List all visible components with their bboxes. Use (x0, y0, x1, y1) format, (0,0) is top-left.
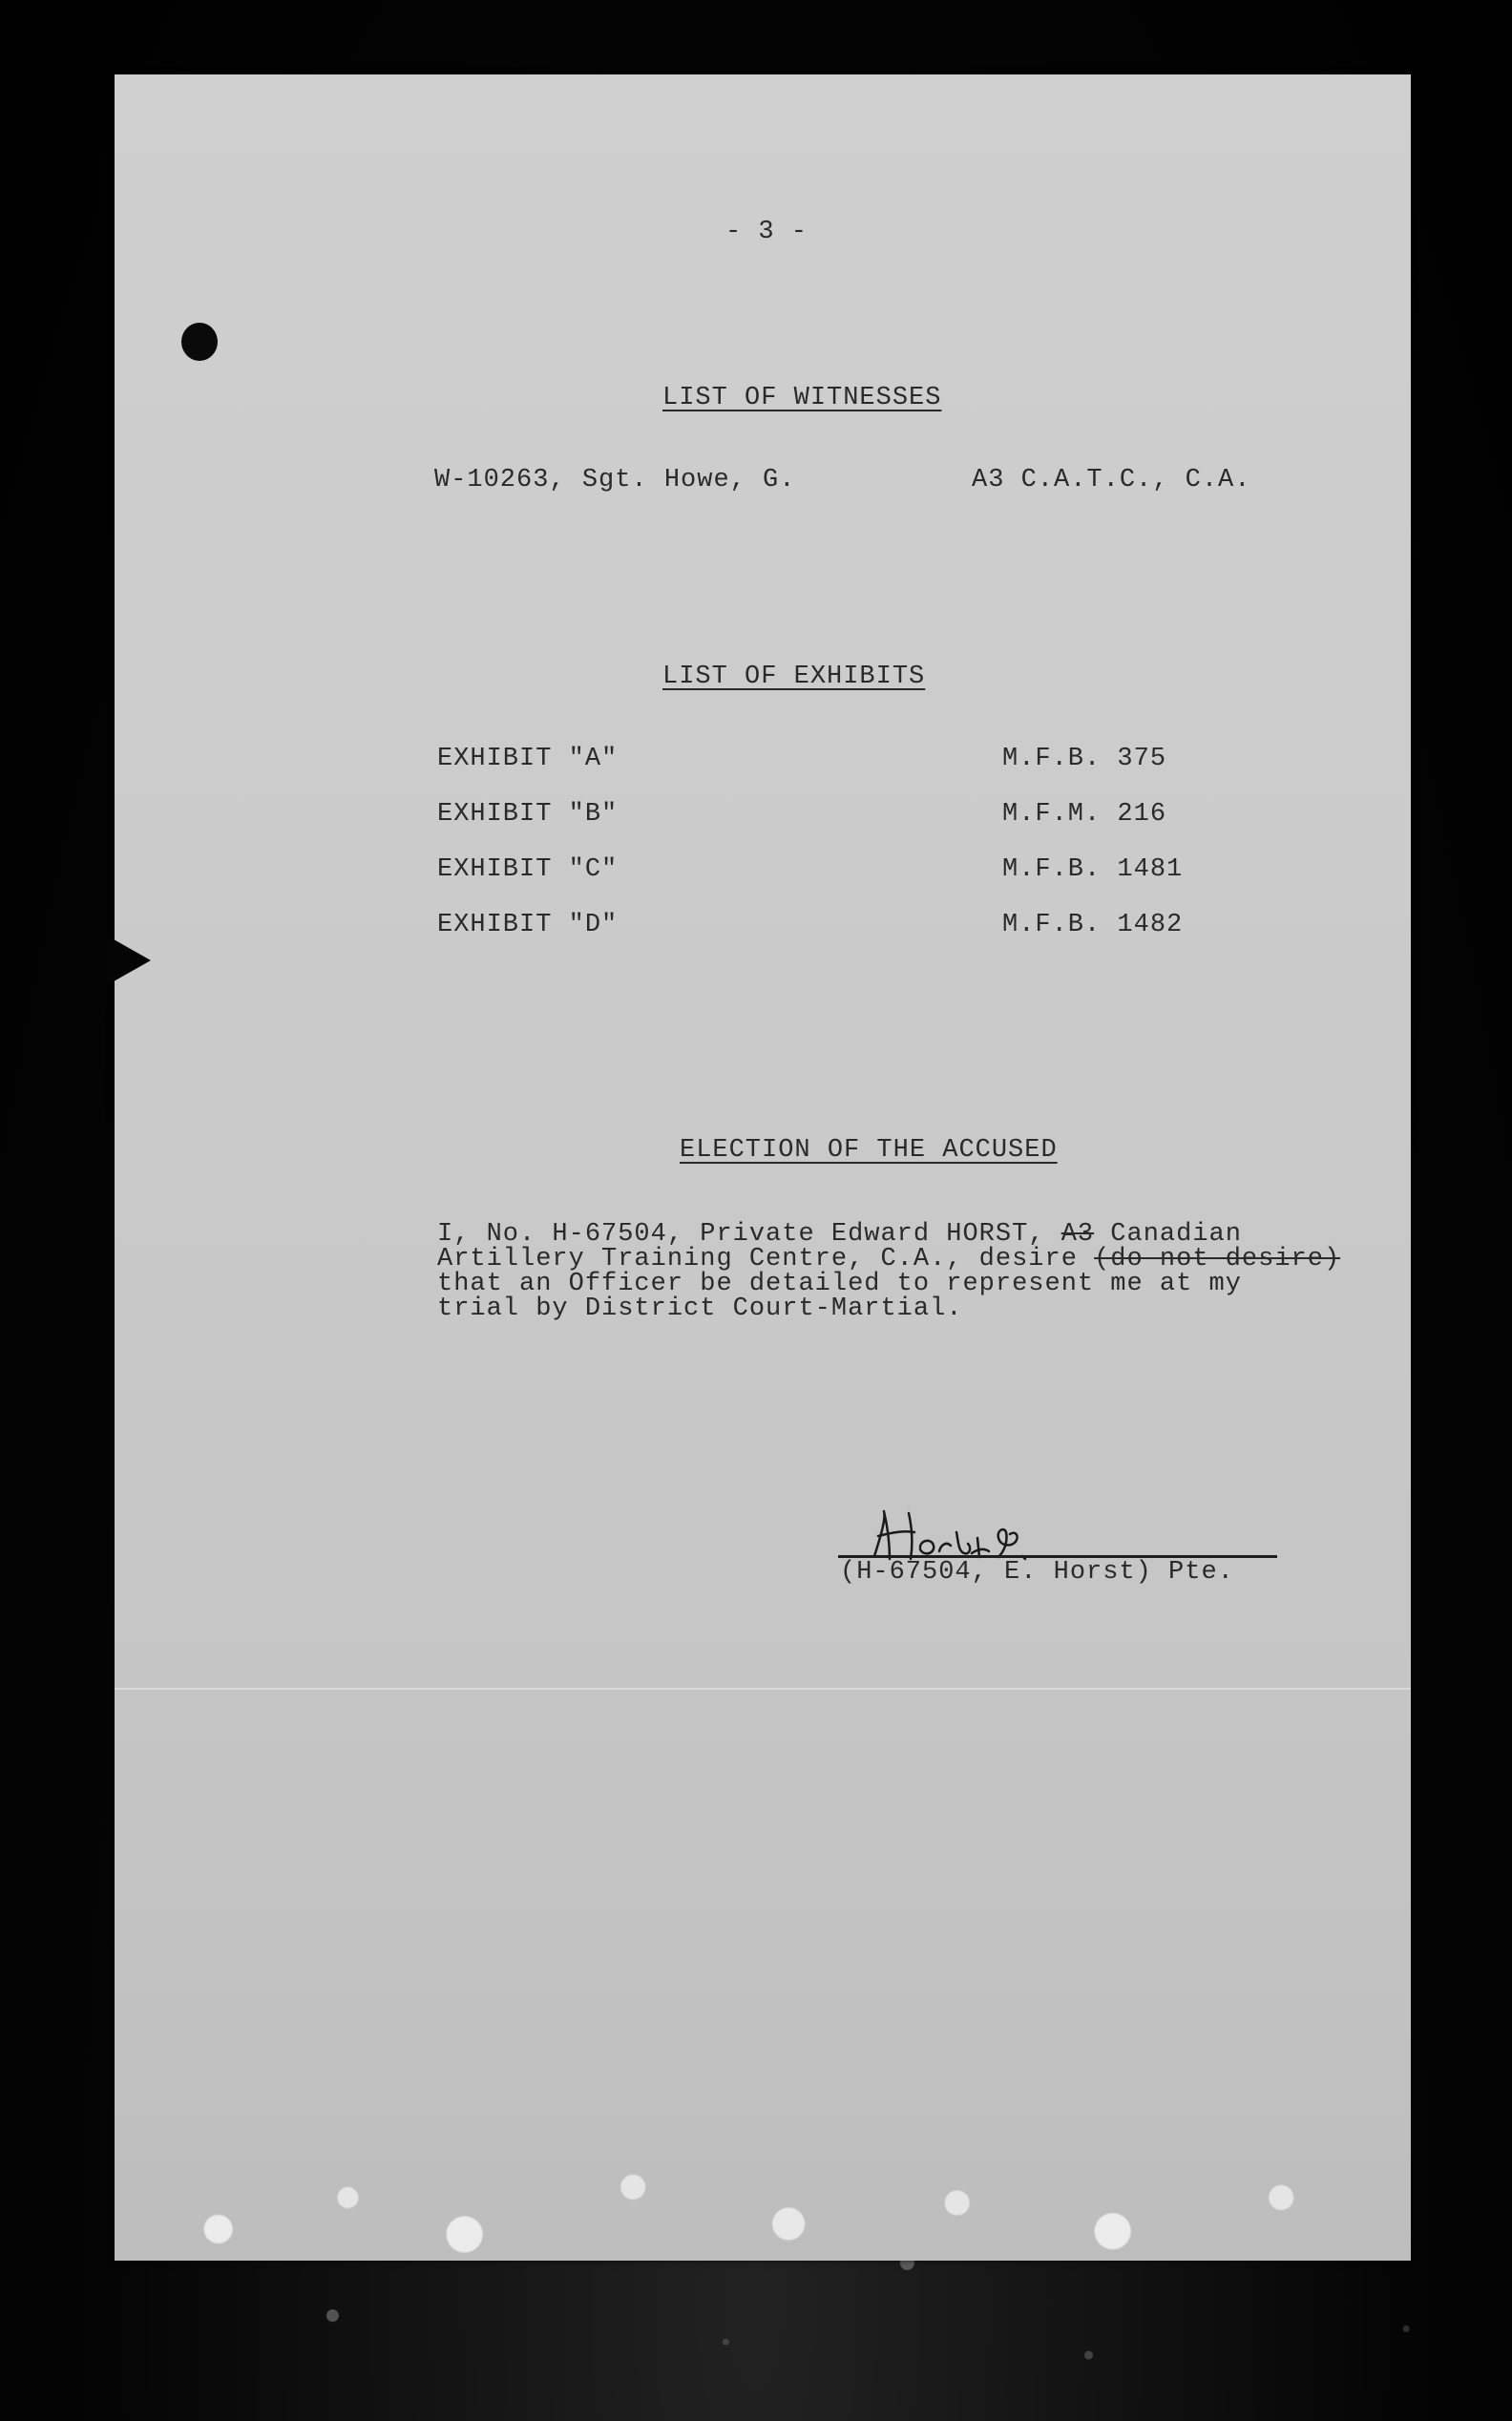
edge-notch (107, 936, 151, 985)
signature-typed-name: (H-67504, E. Horst) Pte. (840, 1558, 1234, 1587)
election-line1-b: Canadian (1094, 1220, 1242, 1249)
election-line1-a: I, No. H-67504, Private Edward HORST, (437, 1220, 1061, 1249)
witness-unit: A3 C.A.T.C., C.A. (972, 466, 1251, 495)
witnesses-heading: LIST OF WITNESSES (662, 384, 942, 412)
election-line1-struck: A3 (1060, 1220, 1095, 1249)
election-line2-a: Artillery Training Centre, C.A., desire (437, 1245, 1095, 1274)
election-paragraph (437, 1220, 1341, 1323)
exhibit-label: EXHIBIT "B" (437, 800, 619, 829)
election-line4: trial by District Court-Martial. (437, 1295, 963, 1323)
election-heading: ELECTION OF THE ACCUSED (680, 1136, 1058, 1165)
exhibit-form: M.F.B. 375 (1002, 745, 1167, 773)
exhibit-form: M.F.B. 1481 (1002, 855, 1184, 884)
exhibit-label: EXHIBIT "C" (437, 855, 619, 884)
exhibit-form: M.F.B. 1482 (1002, 911, 1184, 939)
exhibit-label: EXHIBIT "A" (437, 745, 619, 773)
page-number: - 3 - (725, 218, 808, 246)
exhibits-heading: LIST OF EXHIBITS (662, 663, 926, 691)
election-line2-struck: (do not desire) (1094, 1245, 1341, 1274)
fold-line (115, 1688, 1411, 1690)
exhibit-form: M.F.M. 216 (1002, 800, 1167, 829)
witness-name: W-10263, Sgt. Howe, G. (434, 466, 796, 495)
exhibit-label: EXHIBIT "D" (437, 911, 619, 939)
election-line3: that an Officer be detailed to represent me at my (437, 1270, 1242, 1298)
paper-wear-marks (115, 2156, 1411, 2261)
punch-hole (181, 323, 218, 361)
